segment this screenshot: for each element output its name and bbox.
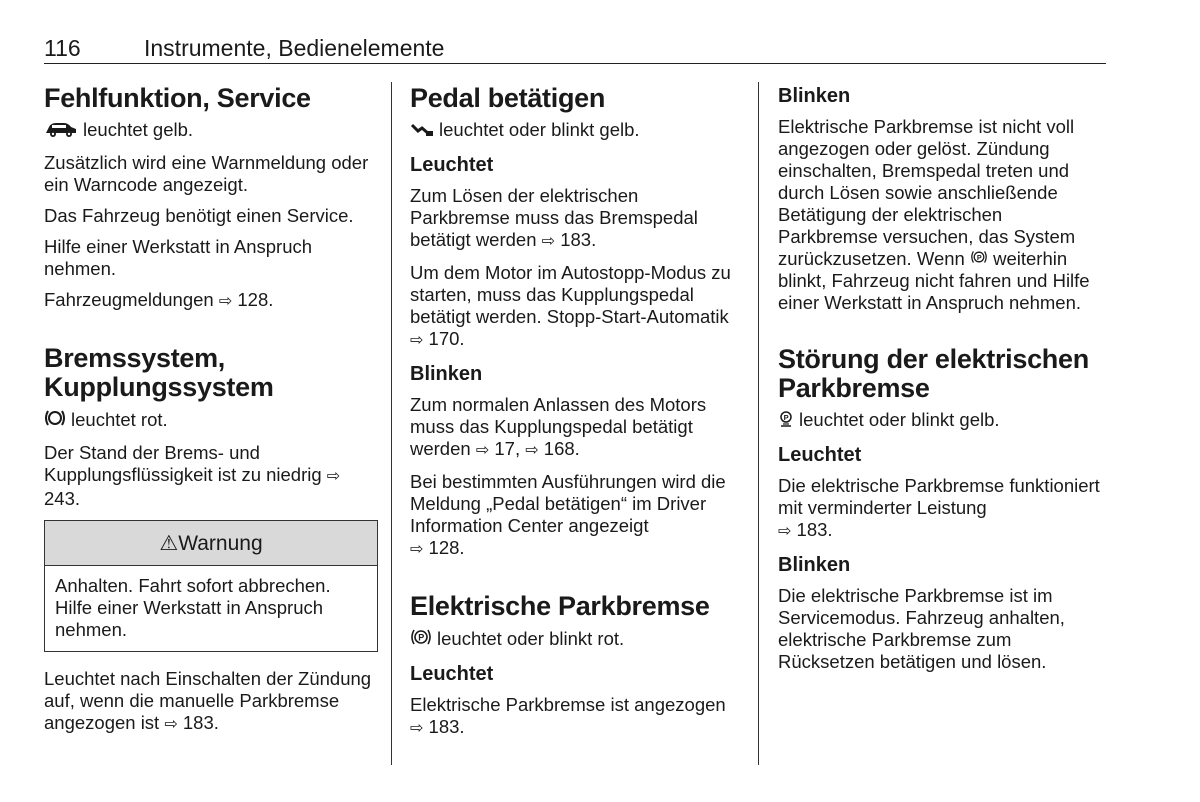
page-ref-arrow-icon: ⇨: [475, 442, 490, 459]
subheading: Blinken: [410, 363, 483, 385]
column-3: [778, 80, 1106, 682]
paragraph-text: Zum normalen Anlassen des Motors muss das Kupplungspedal betätigt werden: [410, 394, 707, 459]
page-ref[interactable]: 243.: [44, 488, 81, 509]
page-number: 116: [44, 35, 81, 61]
paragraph-text: Leuchtet nach Einschalten der Zündung auf, wenn die manuelle Parkbremse angezogen ist: [44, 668, 372, 733]
warning-body: [45, 566, 377, 651]
page-ref-arrow-icon: ⇨: [778, 523, 792, 540]
warning-triangle-icon: ⚠: [159, 532, 179, 555]
indicator-text: leuchtet oder blinkt gelb.: [439, 119, 640, 140]
paragraph: [778, 116, 1106, 314]
indicator-text: leuchtet gelb.: [83, 119, 194, 140]
paragraph-text: Elektrische Parkbremse ist angezogen: [410, 694, 726, 715]
page-ref-arrow-icon: ⇨: [410, 720, 424, 737]
page-ref[interactable]: 170.: [428, 328, 465, 349]
parking-brake-icon: [410, 627, 432, 652]
paragraph: [44, 668, 374, 736]
column-divider: [758, 82, 759, 765]
paragraph: [410, 394, 740, 462]
paragraph: Hilfe einer Werkstatt in Anspruch nehmen.: [44, 236, 313, 279]
parking-brake-fault-icon: [778, 410, 794, 433]
paragraph-text: Um dem Motor im Autostopp-Modus zu starten, muss das Kupplungspedal betätigt werden. Stopp-Start-Automatik: [410, 262, 731, 327]
column-2: [410, 80, 740, 749]
indicator-line: [778, 409, 1106, 433]
warning-title: Warnung: [178, 532, 263, 555]
page-ref-arrow-icon: ⇨: [164, 716, 178, 733]
svg-text:P: P: [783, 413, 789, 422]
page-ref[interactable]: 183.: [796, 519, 833, 540]
warning-header: [45, 521, 377, 566]
indicator-line: [44, 119, 374, 143]
section-title: Pedal betätigen: [410, 83, 606, 113]
page-ref-arrow-icon: ⇨: [410, 332, 424, 349]
indicator-text: leuchtet rot.: [71, 409, 168, 430]
subheading: Blinken: [778, 85, 851, 107]
page-ref-arrow-icon: ⇨: [326, 468, 341, 485]
parking-brake-icon: [970, 248, 988, 269]
page-ref[interactable]: 168.: [543, 438, 580, 459]
warning-text: Anhalten. Fahrt sofort abbrechen. Hilfe einer Werkstatt in Anspruch nehmen.: [55, 575, 331, 640]
paragraph: Die elektrische Parkbremse ist im Servicemodus. Fahrzeug anhalten, elektrische Parkbremse zum Rücksetzen betätigen und lösen.: [778, 585, 1065, 672]
page-ref[interactable]: 183.: [428, 716, 465, 737]
section-title: Fehlfunktion, Service: [44, 83, 311, 113]
page-ref[interactable]: 17,: [494, 438, 521, 459]
paragraph-text: Die elektrische Parkbremse funktioniert mit verminderter Leistung: [778, 475, 1100, 518]
paragraph: [778, 475, 1106, 543]
paragraph-text: Bei bestimmten Ausführungen wird die Meldung „Pedal betätigen“ im Driver Information Center angezeigt: [410, 471, 726, 536]
paragraph: [44, 289, 374, 313]
indicator-line: [44, 408, 374, 433]
paragraph-text: Der Stand der Brems- und Kupplungsflüssigkeit ist zu niedrig: [44, 442, 322, 485]
indicator-text: leuchtet oder blinkt gelb.: [799, 409, 1000, 430]
indicator-line: [410, 627, 740, 652]
subheading: Leuchtet: [410, 663, 494, 685]
page-ref-arrow-icon: ⇨: [525, 442, 539, 459]
paragraph: [44, 442, 374, 510]
page-ref[interactable]: 128.: [237, 289, 274, 310]
paragraph-text: weiterhin blinkt, Fahrzeug nicht fahren und Hilfe einer Werkstatt in Anspruch nehmen.: [778, 248, 1090, 313]
subheading: Leuchtet: [410, 154, 494, 176]
indicator-text: leuchtet oder blinkt rot.: [437, 628, 625, 649]
paragraph-text: Fahrzeugmeldungen: [44, 289, 214, 310]
brake-circle-icon: [44, 408, 66, 433]
page-ref[interactable]: 183.: [182, 712, 219, 733]
paragraph: Zusätzlich wird eine Warnmeldung oder ein Warncode angezeigt.: [44, 152, 369, 195]
indicator-line: [410, 119, 740, 143]
page-ref[interactable]: 183.: [560, 229, 597, 250]
column-divider: [391, 82, 392, 765]
chapter-title: Instrumente, Bedienelemente: [144, 35, 445, 61]
paragraph-text: Elektrische Parkbremse ist nicht voll angezogen oder gelöst. Zündung einschalten, Bremspedal treten und durch Lösen sowie anschließende Betätigung der elektrischen Parkbremse versuchen, das System zurückzusetzen. Wenn: [778, 116, 1076, 269]
page-header: [44, 35, 1106, 64]
paragraph: [410, 694, 740, 740]
paragraph: [410, 185, 740, 253]
page-ref-arrow-icon: ⇨: [541, 233, 556, 250]
paragraph: [410, 262, 740, 352]
warning-box: [44, 520, 378, 652]
pedal-icon: [410, 120, 434, 143]
section-title: Störung der elektrischen Parkbremse: [778, 344, 1089, 403]
page-ref-arrow-icon: ⇨: [218, 293, 233, 310]
column-1: [44, 80, 374, 745]
page-ref-arrow-icon: ⇨: [410, 541, 424, 558]
paragraph: Das Fahrzeug benötigt einen Service.: [44, 205, 354, 226]
subheading: Leuchtet: [778, 444, 862, 466]
section-title: Elektrische Parkbremse: [410, 591, 710, 621]
section-title: Bremssystem, Kupplungssystem: [44, 343, 274, 402]
svg-text:P: P: [418, 632, 425, 643]
svg-text:P: P: [976, 252, 982, 262]
page-ref[interactable]: 128.: [428, 537, 465, 558]
subheading: Blinken: [778, 554, 851, 576]
paragraph-text: Zum Lösen der elektrischen Parkbremse muss das Bremspedal betätigt werden: [410, 185, 698, 250]
paragraph: [410, 471, 740, 561]
car-wrench-icon: [44, 120, 78, 143]
